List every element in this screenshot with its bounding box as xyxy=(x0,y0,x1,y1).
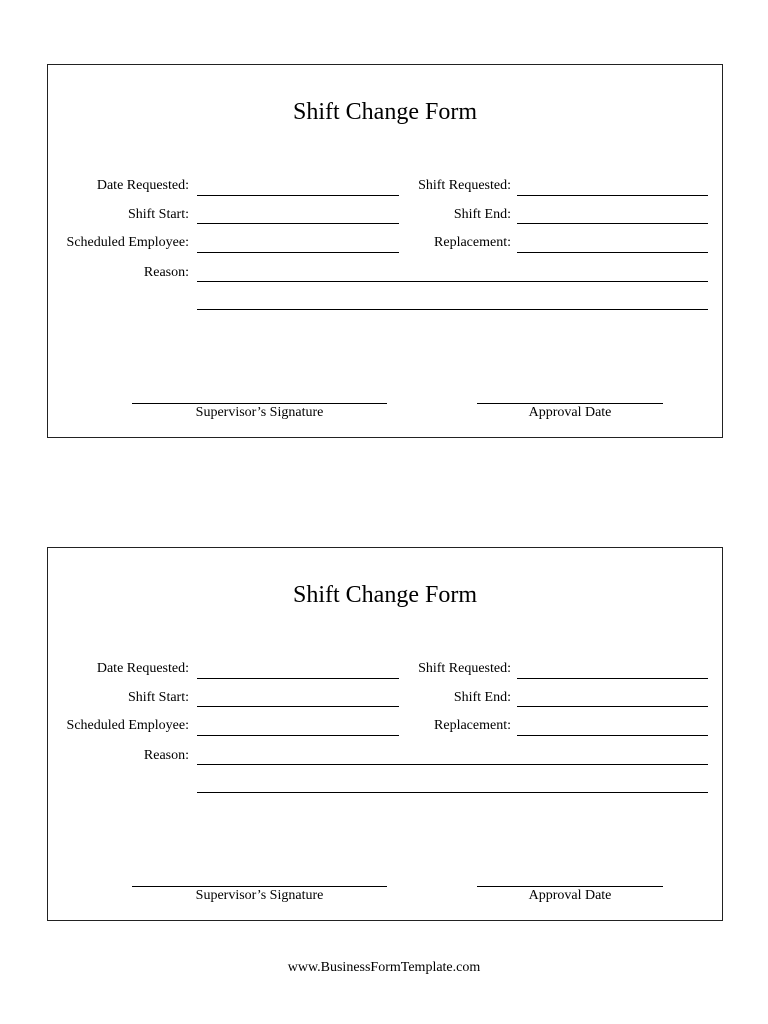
form-title: Shift Change Form xyxy=(293,99,477,125)
shift-requested-label: Shift Requested: xyxy=(418,178,511,193)
shift-end-field[interactable] xyxy=(517,223,708,224)
reason-field-line-1[interactable] xyxy=(197,764,708,765)
scheduled-employee-field[interactable] xyxy=(197,252,399,253)
shift-requested-field[interactable] xyxy=(517,195,708,196)
shift-start-field[interactable] xyxy=(197,706,399,707)
scheduled-employee-label: Scheduled Employee: xyxy=(66,718,189,733)
supervisor-signature-label: Supervisor’s Signature xyxy=(195,888,324,903)
replacement-label: Replacement: xyxy=(434,718,511,733)
scheduled-employee-field[interactable] xyxy=(197,735,399,736)
shift-requested-field[interactable] xyxy=(517,678,708,679)
form-title: Shift Change Form xyxy=(293,582,477,608)
shift-start-field[interactable] xyxy=(197,223,399,224)
shift-end-label: Shift End: xyxy=(453,690,511,705)
approval-date-label: Approval Date xyxy=(528,888,612,903)
date-requested-label: Date Requested: xyxy=(96,661,189,676)
supervisor-signature-label: Supervisor’s Signature xyxy=(195,405,324,420)
approval-date-line[interactable] xyxy=(477,886,663,887)
supervisor-signature-line[interactable] xyxy=(132,886,387,887)
shift-requested-label: Shift Requested: xyxy=(418,661,511,676)
supervisor-signature-line[interactable] xyxy=(132,403,387,404)
replacement-field[interactable] xyxy=(517,252,708,253)
shift-start-label: Shift Start: xyxy=(127,207,189,222)
reason-field-line-2[interactable] xyxy=(197,792,708,793)
approval-date-label: Approval Date xyxy=(528,405,612,420)
reason-label: Reason: xyxy=(143,265,189,280)
replacement-label: Replacement: xyxy=(434,235,511,250)
reason-label: Reason: xyxy=(143,748,189,763)
shift-end-label: Shift End: xyxy=(453,207,511,222)
approval-date-line[interactable] xyxy=(477,403,663,404)
shift-change-form xyxy=(47,547,723,921)
reason-field-line-1[interactable] xyxy=(197,281,708,282)
date-requested-field[interactable] xyxy=(197,195,399,196)
scheduled-employee-label: Scheduled Employee: xyxy=(66,235,189,250)
shift-start-label: Shift Start: xyxy=(127,690,189,705)
date-requested-label: Date Requested: xyxy=(96,178,189,193)
shift-change-form xyxy=(47,64,723,438)
shift-end-field[interactable] xyxy=(517,706,708,707)
reason-field-line-2[interactable] xyxy=(197,309,708,310)
replacement-field[interactable] xyxy=(517,735,708,736)
footer-url: www.BusinessFormTemplate.com xyxy=(287,960,481,975)
date-requested-field[interactable] xyxy=(197,678,399,679)
